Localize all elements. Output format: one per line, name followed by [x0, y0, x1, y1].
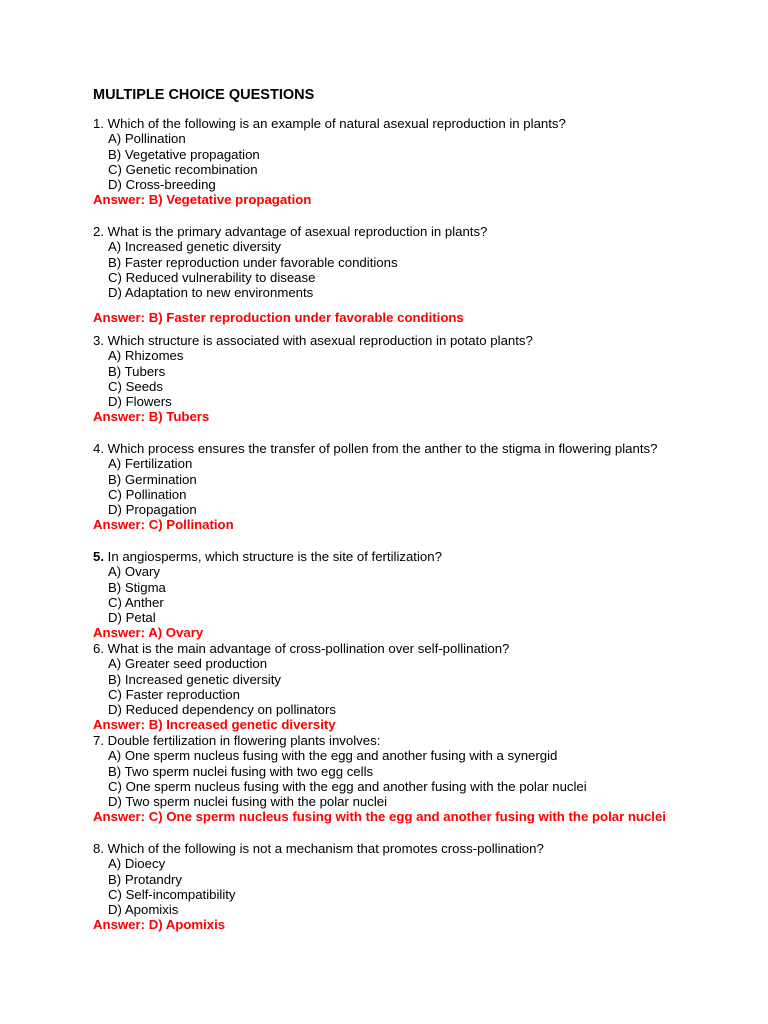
option-a: A) Dioecy: [108, 856, 166, 872]
question-text: [93, 733, 683, 748]
option-a: A) Fertilization: [108, 456, 193, 472]
question-text: [93, 841, 683, 856]
option-b: B) Increased genetic diversity: [108, 671, 281, 687]
question-prompt: In angiosperms, which structure is the site of fertilization?: [107, 549, 442, 564]
answer: Answer: C) One sperm nucleus fusing with the egg and another fusing with the polar nuclei: [93, 809, 666, 825]
question-4: [93, 441, 683, 533]
question-5: [93, 549, 683, 641]
question-prompt: Double fertilization in flowering plants involves:: [107, 733, 381, 748]
question-prompt: What is the primary advantage of asexual reproduction in plants?: [107, 224, 488, 239]
option-a: A) Pollination: [108, 131, 186, 147]
option-a: A) Increased genetic diversity: [108, 239, 281, 255]
option-a: A) Greater seed production: [108, 656, 268, 672]
option-c: C) Self-incompatibility: [108, 886, 236, 902]
question-number: 7.: [93, 733, 104, 748]
question-8: [93, 841, 683, 933]
option-d: D) Petal: [108, 610, 156, 626]
answer: Answer: B) Tubers: [93, 409, 210, 425]
option-b: B) Tubers: [108, 363, 166, 379]
question-number: 2.: [93, 224, 104, 239]
answer: Answer: B) Faster reproduction under favorable conditions: [93, 310, 464, 326]
option-d: D) Adaptation to new environments: [108, 285, 314, 301]
option-d: D) Propagation: [108, 502, 197, 518]
question-2: [93, 224, 683, 326]
question-text: [93, 333, 683, 348]
question-prompt: Which of the following is not a mechanism that promotes cross-pollination?: [107, 841, 544, 856]
option-c: C) One sperm nucleus fusing with the egg and another fusing with the polar nuclei: [108, 778, 587, 794]
option-c: C) Seeds: [108, 378, 163, 394]
option-c: C) Anther: [108, 594, 164, 610]
option-b: B) Faster reproduction under favorable conditions: [108, 254, 398, 270]
option-d: D) Two sperm nuclei fusing with the polar nuclei: [108, 794, 388, 810]
question-prompt: Which structure is associated with asexual reproduction in potato plants?: [107, 333, 533, 348]
option-d: D) Cross-breeding: [108, 177, 216, 193]
question-text: [93, 116, 683, 131]
option-d: D) Flowers: [108, 394, 172, 410]
question-number: 8.: [93, 841, 104, 856]
question-1: [93, 116, 683, 208]
answer: Answer: C) Pollination: [93, 517, 234, 533]
question-3: [93, 333, 683, 425]
option-c: C) Faster reproduction: [108, 686, 240, 702]
option-c: C) Pollination: [108, 486, 187, 502]
option-b: B) Vegetative propagation: [108, 146, 260, 162]
page-title: MULTIPLE CHOICE QUESTIONS: [93, 87, 315, 103]
option-c: C) Genetic recombination: [108, 161, 258, 177]
question-prompt: Which of the following is an example of natural asexual reproduction in plants?: [107, 116, 566, 131]
question-number: 4.: [93, 441, 104, 456]
option-a: A) Ovary: [108, 564, 161, 580]
answer: Answer: B) Increased genetic diversity: [93, 717, 336, 733]
question-prompt: Which process ensures the transfer of pollen from the anther to the stigma in flowering plants?: [107, 441, 658, 456]
question-prompt: What is the main advantage of cross-pollination over self-pollination?: [107, 641, 510, 656]
answer: Answer: D) Apomixis: [93, 917, 226, 933]
question-text: [93, 441, 683, 456]
question-7: [93, 733, 683, 825]
option-a: A) One sperm nucleus fusing with the egg and another fusing with a synergid: [108, 748, 558, 764]
option-d: D) Apomixis: [108, 902, 179, 918]
option-d: D) Reduced dependency on pollinators: [108, 702, 336, 718]
option-b: B) Stigma: [108, 579, 166, 595]
question-number: 5.: [93, 549, 104, 564]
option-b: B) Germination: [108, 471, 197, 487]
question-6: [93, 641, 683, 733]
question-text: [93, 549, 683, 564]
answer: Answer: A) Ovary: [93, 625, 204, 641]
question-number: 1.: [93, 116, 104, 131]
option-a: A) Rhizomes: [108, 348, 184, 364]
option-b: B) Two sperm nuclei fusing with two egg cells: [108, 763, 374, 779]
question-text: [93, 641, 683, 656]
option-b: B) Protandry: [108, 871, 183, 887]
option-c: C) Reduced vulnerability to disease: [108, 269, 316, 285]
question-number: 6.: [93, 641, 104, 656]
question-number: 3.: [93, 333, 104, 348]
answer: Answer: B) Vegetative propagation: [93, 192, 312, 208]
question-text: [93, 224, 683, 239]
